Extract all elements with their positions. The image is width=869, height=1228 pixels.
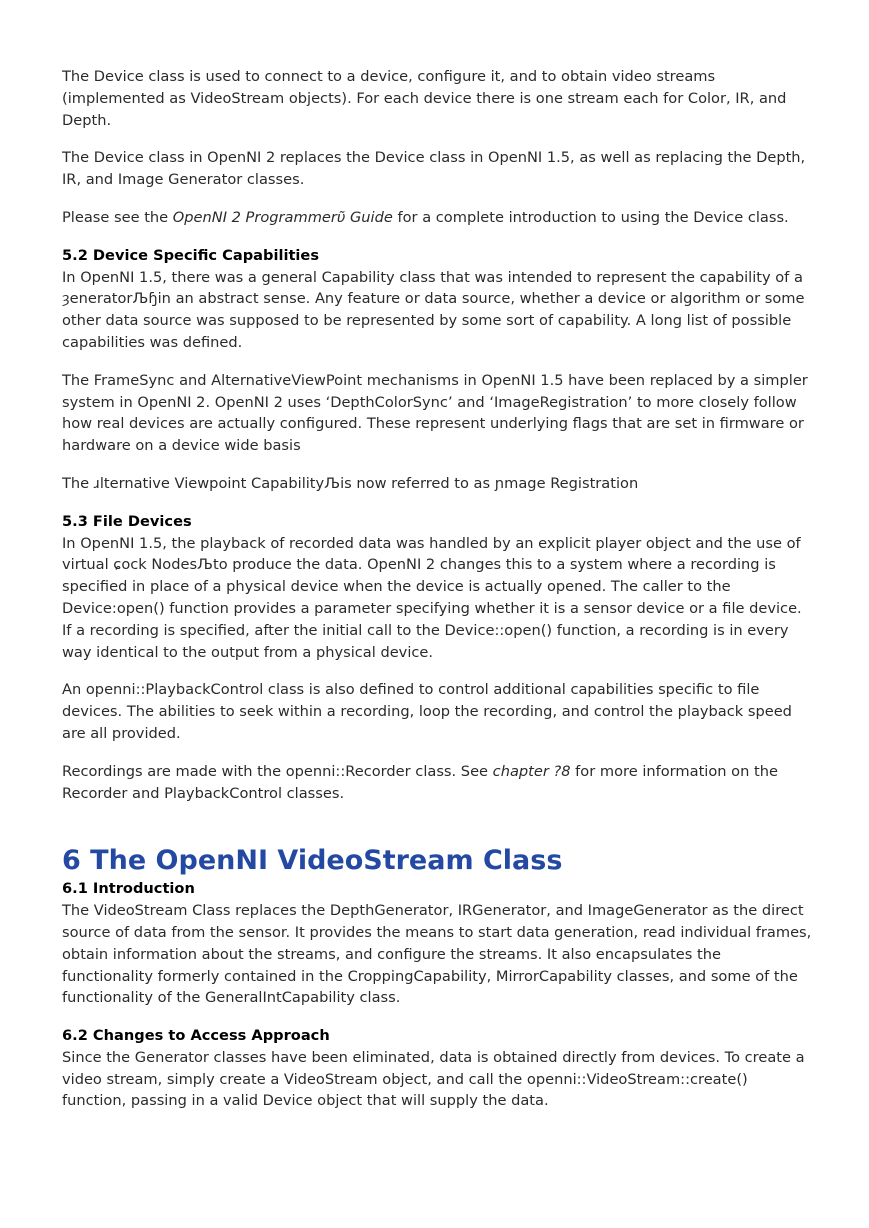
section-heading-6-1: 6.1 Introduction (62, 880, 195, 898)
section-5-3-paragraph-1: In OpenNI 1.5, the playback of recorded data was handled by an explicit player object and the use of virtual ɕock NodesЉto produce the data. OpenNI 2 changes this to a system where a recording is specified in place of a physical device when the device is actually opened. The caller to the Device:open() function provides a parameter specifying whether it is a sensor device or a file device. If a recording is specified, after the initial call to the Device::open() function, a recording is in every way identical to the output from a physical device. (62, 534, 802, 661)
section-heading-6-2: 6.2 Changes to Access Approach (62, 1027, 330, 1045)
section-5-3-paragraph-3 (62, 761, 812, 805)
section-6-2-paragraph-1: Since the Generator classes have been eliminated, data is obtained directly from devices. To create a video stream, simply create a VideoStream object, and call the openni::VideoStream::create() function, passing in a valid Device object that will supply the data. (62, 1048, 805, 1110)
section-5-3-p3-text-after: for more information on the Recorder and PlaybackControl classes. (62, 762, 778, 802)
programmers-guide-reference: OpenNI 2 Programmerῦ Guide (172, 208, 393, 226)
intro-p3-text-after: for a complete introduction to using the Device class. (392, 208, 789, 226)
section-5-3-paragraph-2: An openni::PlaybackControl class is also defined to control additional capabilities specific to file devices. The abilities to seek within a recording, loop the recording, and control the playback speed are all provided. (62, 681, 792, 742)
section-heading-5-3: 5.3 File Devices (62, 512, 192, 530)
section-6-1-paragraph-1: The VideoStream Class replaces the DepthGenerator, IRGenerator, and ImageGenerator as the direct source of data from the sensor. It provides the means to start data generation, read individual frames, obtain information about the streams, and configure the streams. It also encapsulates the functionality formerly contained in the CroppingCapability, MirrorCapability classes, and some of the functionality of the GeneralIntCapability class. (62, 902, 812, 1007)
document-page (62, 66, 812, 1128)
intro-paragraph-2: The Device class in OpenNI 2 replaces the Device class in OpenNI 1.5, as well as replacing the Depth, IR, and Image Generator classes. (62, 149, 806, 189)
intro-paragraph-1: The Device class is used to connect to a device, configure it, and to obtain video streams (implemented as VideoStream objects). For each device there is one stream each for Color, IR, and Depth. (62, 68, 787, 129)
section-5-2-paragraph-3: The ɹlternative Viewpoint CapabilityЉis now referred to as ɲmage Registration (62, 474, 639, 492)
chapter-reference: chapter ?8 (492, 762, 571, 780)
section-heading-5-2: 5.2 Device Specific Capabilities (62, 246, 320, 264)
section-5-2-paragraph-1: In OpenNI 1.5, there was a general Capability class that was intended to represent the capability of a ȝeneratorЉɧin an abstract sense. Any feature or data source, whether a device or algorithm or some other data source was supposed to be represented by some sort of capability. A long list of possible capabilities was defined. (62, 268, 805, 351)
intro-paragraph-3 (62, 207, 812, 229)
section-5-2-paragraph-2: The FrameSync and AlternativeViewPoint mechanisms in OpenNI 1.5 have been replaced by a simpler system in OpenNI 2. OpenNI 2 uses ‘DepthColorSync’ and ‘ImageRegistration’ to more closely follow how real devices are actually configured. These represent underlying flags that are set in firmware or hardware on a device wide basis (62, 371, 808, 455)
chapter-6-title: 6 The OpenNI VideoStream Class (62, 845, 563, 877)
section-5-3-p3-text-before: Recordings are made with the openni::Recorder class. See (62, 762, 493, 780)
intro-p3-text-before: Please see the (62, 208, 173, 226)
